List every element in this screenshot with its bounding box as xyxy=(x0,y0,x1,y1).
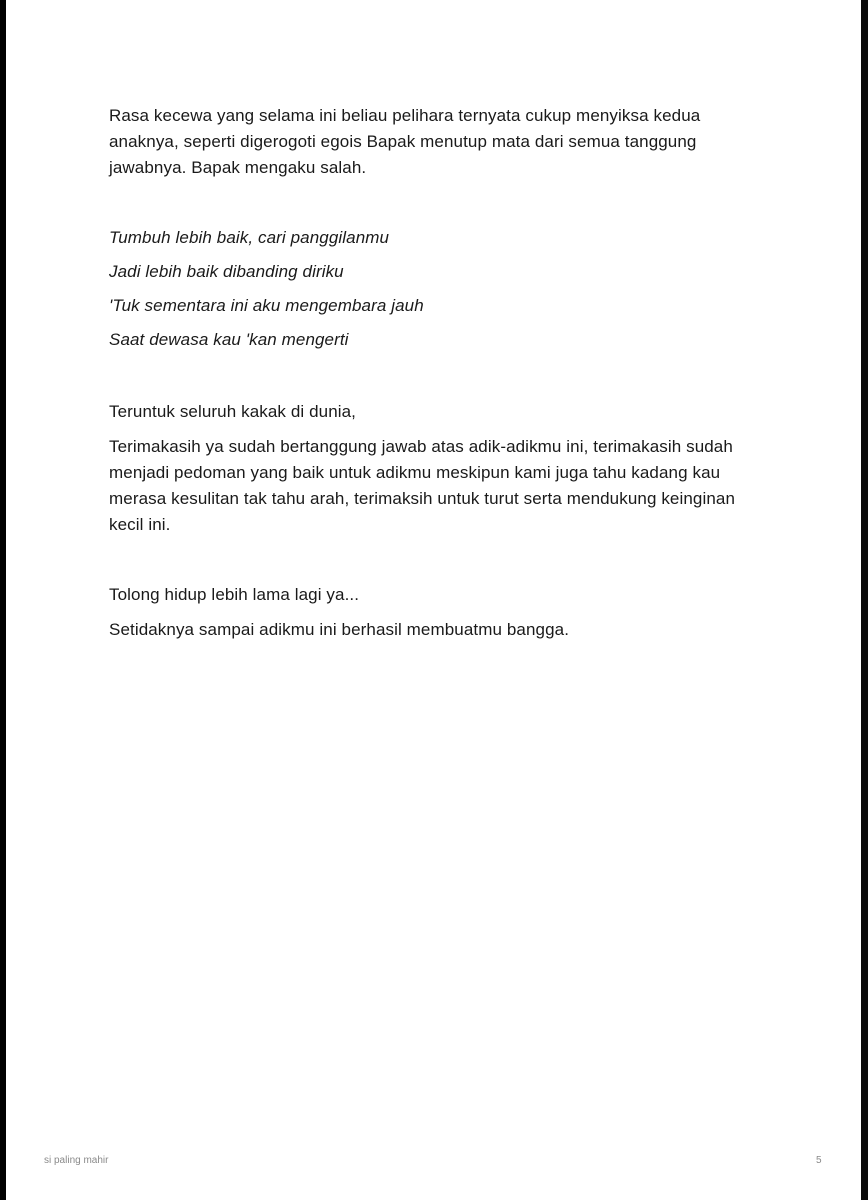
paragraph-thanks: Terimakasih ya sudah bertanggung jawab atas adik-adikmu ini, terimakasih sudah menjadi pedoman yang baik untuk adikmu meskipun kami juga tahu kadang kau merasa kesulitan tak tahu arah, terimaksih untuk turut serta mendukung keinginan kecil ini. xyxy=(109,437,736,534)
paragraph-intro: Rasa kecewa yang selama ini beliau pelihara ternyata cukup menyiksa kedua anaknya, seperti digerogoti egois Bapak menutup mata dari semua tanggung jawabnya. Bapak mengaku salah. xyxy=(109,106,701,177)
page-number: 5 xyxy=(816,1155,822,1166)
lyric-line: Saat dewasa kau 'kan mengerti xyxy=(109,330,349,349)
lyrics-block xyxy=(109,225,749,353)
footer-author: si paling mahir xyxy=(44,1155,109,1166)
page-content xyxy=(109,103,749,643)
lyric-line: Tumbuh lebih baik, cari panggilanmu xyxy=(109,228,390,247)
salutation: Teruntuk seluruh kakak di dunia, xyxy=(109,402,357,421)
page-edge xyxy=(861,0,868,1200)
document-page xyxy=(6,0,861,1200)
lyric-line: Jadi lebih baik dibanding diriku xyxy=(109,262,344,281)
closing-line-2: Setidaknya sampai adikmu ini berhasil membuatmu bangga. xyxy=(109,620,570,639)
lyric-line: 'Tuk sementara ini aku mengembara jauh xyxy=(109,296,424,315)
closing-line-1: Tolong hidup lebih lama lagi ya... xyxy=(109,585,360,604)
